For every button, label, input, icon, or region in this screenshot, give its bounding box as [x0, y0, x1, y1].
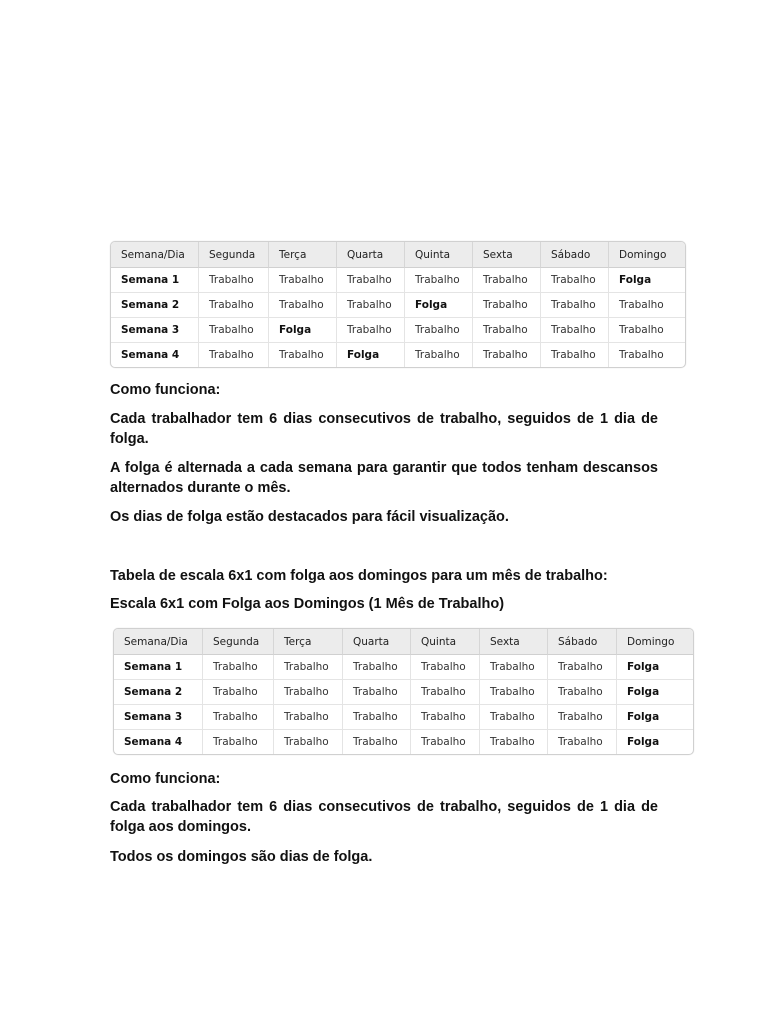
- day-cell: Trabalho: [269, 268, 337, 293]
- day-cell: Trabalho: [411, 730, 480, 754]
- column-header: Sábado: [541, 242, 609, 268]
- column-header: Sábado: [548, 629, 617, 655]
- table-row: [111, 268, 685, 293]
- day-cell: Trabalho: [411, 655, 480, 680]
- paragraph-alternating-rest: A folga é alternada a cada semana para garantir que todos tenham descansos alternados durante o mês.: [110, 460, 658, 496]
- day-cell: Trabalho: [199, 293, 269, 318]
- day-cell: Trabalho: [274, 680, 343, 705]
- week-label-cell: Semana 3: [114, 705, 203, 730]
- column-header: Sexta: [480, 629, 548, 655]
- day-cell: Trabalho: [199, 343, 269, 367]
- day-cell: Trabalho: [548, 705, 617, 730]
- day-cell: Folga: [609, 268, 685, 293]
- day-cell: Trabalho: [473, 318, 541, 343]
- table-row: [111, 318, 685, 343]
- column-header: Quinta: [411, 629, 480, 655]
- column-header: Domingo: [609, 242, 685, 268]
- week-label-cell: Semana 3: [111, 318, 199, 343]
- table-header: [111, 242, 685, 268]
- day-cell: Trabalho: [405, 343, 473, 367]
- day-cell: Trabalho: [480, 730, 548, 754]
- column-header: Semana/Dia: [111, 242, 199, 268]
- schedule-table-alternating: [110, 241, 686, 368]
- paragraph-consecutive-days-1: Cada trabalhador tem 6 dias consecutivos de trabalho, seguidos de 1 dia de folga.: [110, 411, 658, 447]
- day-cell: Trabalho: [541, 268, 609, 293]
- day-cell: Trabalho: [405, 268, 473, 293]
- day-cell: Trabalho: [548, 655, 617, 680]
- day-cell: Trabalho: [337, 268, 405, 293]
- day-cell: Folga: [617, 655, 693, 680]
- day-cell: Trabalho: [343, 655, 411, 680]
- week-label-cell: Semana 4: [114, 730, 203, 754]
- week-label-cell: Semana 2: [114, 680, 203, 705]
- day-cell: Trabalho: [274, 730, 343, 754]
- column-header: Sexta: [473, 242, 541, 268]
- column-header: Terça: [269, 242, 337, 268]
- column-header: Domingo: [617, 629, 693, 655]
- column-header: Segunda: [203, 629, 274, 655]
- day-cell: Trabalho: [473, 293, 541, 318]
- day-cell: Trabalho: [609, 318, 685, 343]
- column-header: Segunda: [199, 242, 269, 268]
- column-header: Quarta: [337, 242, 405, 268]
- day-cell: Trabalho: [343, 705, 411, 730]
- day-cell: Trabalho: [199, 268, 269, 293]
- day-cell: Trabalho: [274, 655, 343, 680]
- day-cell: Trabalho: [541, 343, 609, 367]
- day-cell: Folga: [405, 293, 473, 318]
- week-label-cell: Semana 1: [114, 655, 203, 680]
- day-cell: Trabalho: [343, 730, 411, 754]
- table-row: [111, 293, 685, 318]
- column-header: Quinta: [405, 242, 473, 268]
- day-cell: Trabalho: [203, 705, 274, 730]
- paragraph-consecutive-days-2: Cada trabalhador tem 6 dias consecutivos de trabalho, seguidos de 1 dia de folga aos domingos.: [110, 799, 658, 835]
- day-cell: Trabalho: [274, 705, 343, 730]
- day-cell: Folga: [337, 343, 405, 367]
- day-cell: Trabalho: [480, 655, 548, 680]
- day-cell: Folga: [627, 736, 660, 748]
- day-cell: Trabalho: [203, 680, 274, 705]
- table-row: [114, 680, 693, 705]
- table-row: [114, 655, 693, 680]
- table-row: [114, 705, 693, 730]
- day-cell: Trabalho: [199, 318, 269, 343]
- day-cell: Trabalho: [269, 293, 337, 318]
- day-cell: Trabalho: [480, 705, 548, 730]
- day-cell: Trabalho: [541, 318, 609, 343]
- header-row: [111, 242, 685, 268]
- day-cell: Trabalho: [203, 655, 274, 680]
- table-body: [114, 655, 693, 754]
- day-cell: Trabalho: [269, 343, 337, 367]
- column-header: Quarta: [343, 629, 411, 655]
- how-it-works-title-2: Como funciona:: [110, 771, 221, 787]
- day-cell: Trabalho: [411, 680, 480, 705]
- day-cell: Trabalho: [473, 268, 541, 293]
- heading-sunday-schedule: Escala 6x1 com Folga aos Domingos (1 Mês de Trabalho): [110, 596, 505, 612]
- day-cell: Trabalho: [203, 730, 274, 754]
- day-cell: Folga: [617, 680, 693, 705]
- table-row: [114, 730, 693, 754]
- how-it-works-title-1: Como funciona:: [110, 382, 221, 398]
- day-cell: Folga: [269, 318, 337, 343]
- paragraph-all-sundays-off: Todos os domingos são dias de folga.: [110, 849, 373, 865]
- day-cell: Trabalho: [411, 705, 480, 730]
- day-cell: Trabalho: [480, 680, 548, 705]
- day-cell: Trabalho: [343, 680, 411, 705]
- day-cell: Trabalho: [473, 343, 541, 367]
- intro-sunday-schedule: Tabela de escala 6x1 com folga aos domingos para um mês de trabalho:: [110, 568, 608, 584]
- day-cell: Trabalho: [548, 680, 617, 705]
- day-cell: Folga: [617, 705, 693, 730]
- day-cell: Trabalho: [405, 318, 473, 343]
- week-label-cell: Semana 1: [111, 268, 199, 293]
- table-header: [114, 629, 693, 655]
- header-row: [114, 629, 693, 655]
- paragraph-highlighted-days: Os dias de folga estão destacados para fácil visualização.: [110, 509, 509, 525]
- column-header: Terça: [274, 629, 343, 655]
- day-cell: Trabalho: [337, 318, 405, 343]
- week-label-cell: Semana 2: [111, 293, 199, 318]
- table-body: [111, 268, 685, 367]
- table-row: [111, 343, 685, 367]
- day-cell: Trabalho: [609, 293, 685, 318]
- schedule-table-sunday-off: [113, 628, 694, 755]
- day-cell: Trabalho: [548, 730, 617, 754]
- day-cell: Trabalho: [541, 293, 609, 318]
- day-cell: Trabalho: [619, 349, 664, 361]
- day-cell: Trabalho: [337, 293, 405, 318]
- week-label-cell: Semana 4: [111, 343, 199, 367]
- column-header: Semana/Dia: [114, 629, 203, 655]
